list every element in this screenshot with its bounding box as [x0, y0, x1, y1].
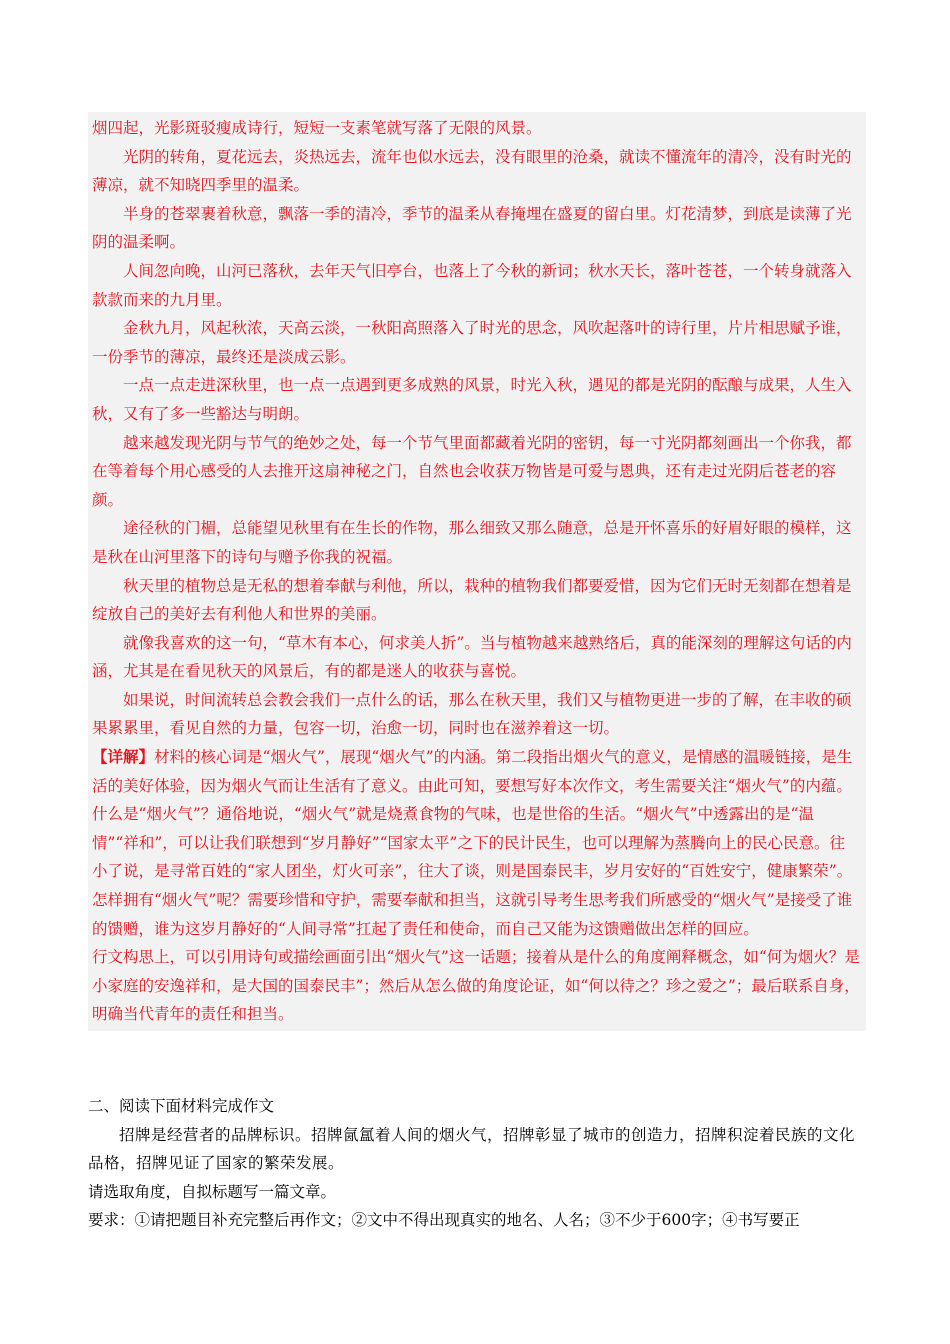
question-material: 招牌是经营者的品牌标识。招牌氤氲着人间的烟火气，招牌彰显了城市的创造力，招牌积淀着民族的文化品格，招牌见证了国家的繁荣发展。 [88, 1125, 856, 1173]
essay-paragraph: 一点一点走进深秋里，也一点一点遇到更多成熟的风景，时光入秋，遇见的都是光阴的酝酿与成果，人生入秋，又有了多一些豁达与明朗。 [92, 376, 852, 423]
question-requirements: 要求：①请把题目补充完整后再作文；②文中不得出现真实的地名、人名；③不少于600字；④书写要正 [88, 1211, 800, 1230]
detail-tag: 【详解】 [92, 747, 155, 767]
essay-paragraph: 如果说，时间流转总会教会我们一点什么的话，那么在秋天里，我们又与植物更进一步的了解，在丰收的硕果累累里，看见自然的力量，包容一切，治愈一切，同时也在滋养着这一切。 [92, 690, 852, 738]
essay-paragraph: 途径秋的门楣，总能望见秋里有在生长的作物，那么细致又那么随意，总是开怀喜乐的好眉好眼的模样，这是秋在山河里落下的诗句与赠予你我的祝福。 [92, 519, 852, 566]
question-section [88, 1092, 866, 1235]
detail-paragraph [92, 743, 860, 800]
essay-paragraph: 越来越发现光阴与节气的绝妙之处，每一个节气里面都藏着光阴的密钥，每一寸光阴都刻画出一个你我，都在等着每个用心感受的人去推开这扇神秘之门，自然也会收获万物皆是可爱与恩典，还有走过光阴后苍老的容颜。 [92, 433, 852, 509]
essay-paragraph: 就像我喜欢的这一句，“草木有本心，何求美人折”。当与植物越来越熟络后，真的能深刻的理解这句话的内涵，尤其是在看见秋天的风景后，有的都是迷人的收获与喜悦。 [92, 633, 852, 681]
essay-paragraph: 秋天里的植物总是无私的想着奉献与利他，所以，栽种的植物我们都要爱惜，因为它们无时无刻都在想着是绽放自己的美好去有利他人和世界的美丽。 [92, 576, 852, 624]
essay-paragraph: 光阴的转角，夏花远去，炎热远去，流年也似水远去，没有眼里的沧桑，就读不懂流年的清冷，没有时光的薄凉，就不知晓四季里的温柔。 [92, 147, 852, 195]
question-heading: 二、阅读下面材料完成作文 [88, 1097, 275, 1115]
detail-paragraph: 行文构思上，可以引用诗句或描绘画面引出“烟火气”这一话题；接着从是什么的角度阐释概念，如“何为烟火？是小家庭的安逸祥和，是大国的国泰民丰”；然后从怎么做的角度论证，如“何以待之？珍之爱之”；最后联系自身，明确当代青年的责任和担当。 [92, 948, 860, 1024]
essay-paragraph: 半身的苍翠裹着秋意，飘落一季的清冷，季节的温柔从春掩埋在盛夏的留白里。灯花清梦，到底是读薄了光阴的温柔啊。 [92, 204, 852, 252]
essay-paragraph: 金秋九月，风起秋浓，天高云淡，一秋阳高照落入了时光的思念，风吹起落叶的诗行里，片片相思赋予谁，一份季节的薄凉，最终还是淡成云影。 [92, 319, 852, 366]
essay-paragraph: 人间忽向晚，山河已落秋，去年天气旧亭台，也落上了今秋的新词；秋水天长，落叶苍苍，一个转身就落入款款而来的九月里。 [92, 261, 852, 309]
detail-paragraph: 什么是“烟火气”？通俗地说，“烟火气”就是烧煮食物的气味，也是世俗的生活。“烟火气”中透露出的是“温情”“祥和”，可以让我们联想到“岁月静好”“国家太平”之下的民计民生，也可以理解为蒸腾向上的民心民意。往小了说，是寻常百姓的“家人团坐，灯火可亲”，往大了谈，则是国泰民丰，岁月安好的“百姓安宁，健康繁荣”。怎样拥有“烟火气”呢？需要珍惜和守护，需要奉献和担当，这就引导考生思考我们所感受的“烟火气”是接受了谁的馈赠，谁为这岁月静好的“人间寻常”扛起了责任和使命，而自己又能为这馈赠做出怎样的回应。 [92, 805, 853, 938]
answer-section [88, 112, 866, 1031]
essay-paragraph: 烟四起，光影斑驳瘦成诗行，短短一支素笔就写落了无限的风景。 [92, 119, 542, 137]
question-instruction: 请选取角度，自拟标题写一篇文章。 [88, 1182, 337, 1201]
detail-text: 材料的核心词是“烟火气”，展现“烟火气”的内涵。第二段指出烟火气的意义，是情感的温暖链接，是生活的美好体验，因为烟火气而让生活有了意义。由此可知，要想写好本次作文，考生需要关注“烟火气”的内蕴。 [92, 748, 853, 795]
